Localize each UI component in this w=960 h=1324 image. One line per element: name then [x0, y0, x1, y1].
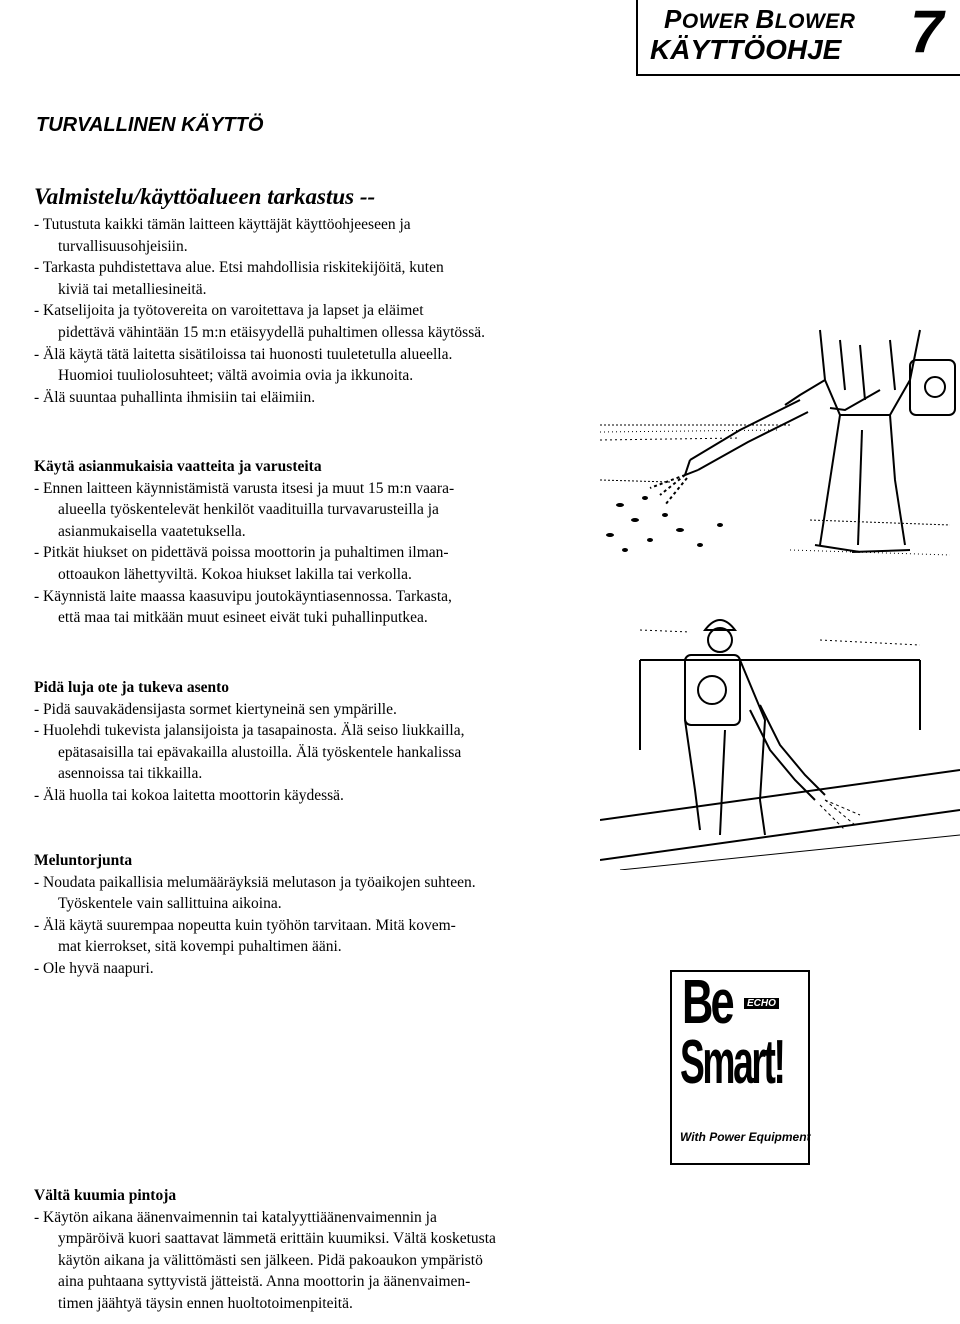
grip-heading: Pidä luja ote ja tukeva asento [34, 679, 230, 696]
hot-heading: Vältä kuumia pintoja [34, 1187, 177, 1204]
prep-line: - Tarkasta puhdistettava alue. Etsi mahdollisia riskitekijöitä, kuten [34, 259, 444, 277]
prep-line: turvallisuusohjeisiin. [58, 237, 188, 255]
prep-line: kiviä tai metalliesineitä. [58, 280, 207, 298]
noise-line: - Noudata paikallisia melumääräyksiä melutason ja työaikojen suhteen. [34, 873, 476, 891]
grip-line: - Pidä sauvakädensijasta sormet kiertyneinä sen ympärille. [34, 700, 397, 718]
hot-line: käytön aikana ja välittömästi sen jälkeen. Pidä pakoaukon ympäristö [58, 1251, 483, 1269]
hot-line: ympäröivä kuori saattavat lämmetä erittäin kuumiksi. Vältä kosketusta [58, 1230, 496, 1248]
hot-line: timen jäähtyä täysin ennen huoltotoimenpiteitä. [58, 1294, 353, 1312]
grip-line: epätasaisilla tai epävakailla alustoilla. Älä työskentele hankalissa [58, 743, 462, 761]
clothing-line: ottoaukon lähettyviltä. Kokoa hiukset lakilla tai verkolla. [58, 565, 412, 583]
clothing-block [34, 456, 454, 629]
hot-block [34, 1185, 496, 1315]
section-title: TURVALLINEN KÄYTTÖ [36, 114, 264, 136]
noise-line: - Ole hyvä naapuri. [34, 959, 154, 977]
clothing-line: - Ennen laitteen käynnistämistä varusta itsesi ja muut 15 m:n vaara- [34, 479, 455, 497]
grip-line: - Huolehdi tukevista jalansijoista ja tasapainosta. Älä seiso liukkailla, [34, 722, 465, 740]
prep-block [34, 214, 485, 408]
prep-line: pidettävä vähintään 15 m:n etäisyydellä puhaltimen ollessa käytössä. [58, 323, 485, 341]
clothing-line: alueella työskentelevät henkilöt vaadituilla turvavarusteilla ja [58, 501, 439, 519]
grip-line: - Älä huolla tai kokoa laitetta moottorin käydessä. [34, 786, 344, 804]
header-title-line2: KÄYTTÖOHJE [650, 34, 842, 65]
clothing-heading: Käytä asianmukaisia vaatteita ja varusteita [34, 458, 322, 475]
clothing-line: että maa tai mitkään muut esineet eivät tuki puhallinputkea. [58, 609, 428, 627]
logo-be-text: Be [682, 968, 732, 1037]
prep-line: - Katselijoita ja työtovereita on varoitettava ja lapset ja eläimet [34, 302, 424, 320]
noise-block [34, 850, 476, 980]
backpack-blower-illustration [600, 600, 960, 870]
clothing-line: - Käynnistä laite maassa kaasuvipu joutokäyntiasennossa. Tarkasta, [34, 587, 452, 605]
page-number: 7 [910, 0, 944, 65]
logo-smart-text: Smart! [680, 1028, 784, 1097]
noise-line: Työskentele vain sallittuina aikoina. [58, 895, 282, 913]
noise-line: mat kierrokset, sitä kovempi puhaltimen ääni. [58, 938, 342, 956]
hot-line: aina puhtaana syttyvistä jätteistä. Anna moottorin ja äänenvaimen- [58, 1273, 471, 1291]
clothing-line: - Pitkät hiukset on pidettävä poissa moottorin ja puhaltimen ilman- [34, 544, 449, 562]
logo-tagline: With Power Equipment [680, 1130, 811, 1144]
noise-line: - Älä käytä suurempaa nopeutta kuin työhön tarvitaan. Mitä kovem- [34, 916, 456, 934]
logo-brand: ECHO [744, 998, 779, 1009]
header-title-line1: POWER BLOWER [664, 4, 856, 34]
blower-operator-illustration [590, 320, 960, 570]
prep-heading: Valmistelu/käyttöalueen tarkastus -- [34, 184, 376, 209]
be-smart-logo [670, 970, 810, 1165]
noise-heading: Meluntorjunta [34, 852, 133, 869]
prep-line: Huomioi tuuliolosuhteet; vältä avoimia ovia ja ikkunoita. [58, 367, 414, 385]
grip-block [34, 677, 464, 807]
prep-line: - Tutustuta kaikki tämän laitteen käyttäjät käyttöohjeeseen ja [34, 216, 411, 233]
prep-line: - Älä käytä tätä laitetta sisätiloissa tai huonosti tuuletetulla alueella. [34, 345, 453, 363]
prep-line: - Älä suuntaa puhallinta ihmisiin tai eläimiin. [34, 388, 316, 406]
clothing-line: asianmukaisella vaatetuksella. [58, 522, 246, 540]
grip-line: asennoissa tai tikkailla. [58, 765, 203, 783]
hot-line: - Käytön aikana äänenvaimennin tai katalyyttiäänenvaimennin ja [34, 1208, 437, 1226]
